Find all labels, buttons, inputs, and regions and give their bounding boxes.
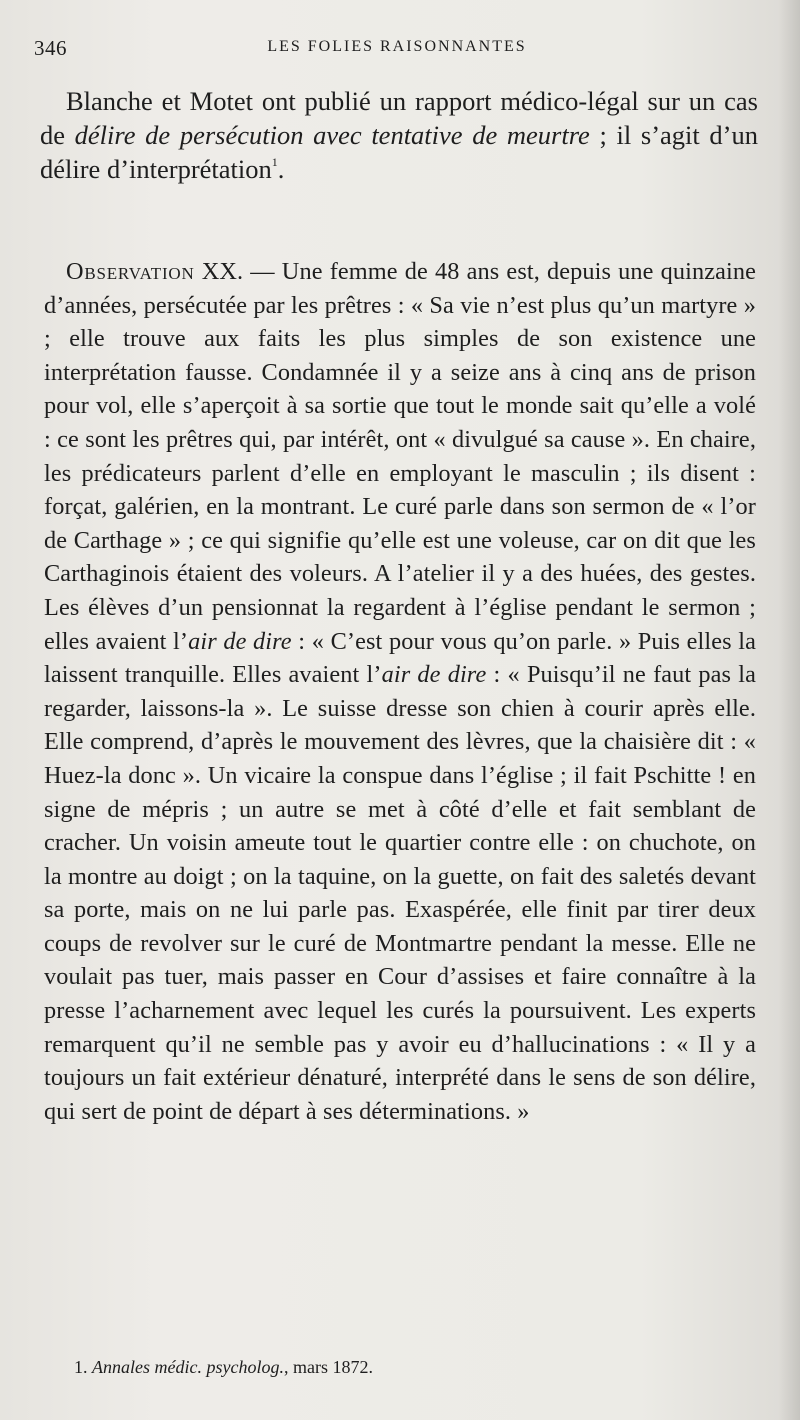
observation-text-3: : « Puisqu’il ne faut pas la regarder, laissons-la ». Le suisse dresse son chien à courir après elle. Elle comprend, d’après le mouvement des lèvres, que la chaisière dit : « Huez-la donc ». Un vicaire la conspue dans l’église ; il fait Pschitte ! en signe de mépris ; un autre se met à côté d’elle et fait semblant de cracher. Un voisin ameute tout le quartier contre elle : on chuchote, on la montre au doigt ; on la taquine, on la guette, on fait des saletés devant sa porte, mais on ne lui parle pas. Exaspérée, elle finit par tirer deux coups de revolver sur le curé de Montmartre pendant la messe. Elle ne voulait pas tuer, mais passer en Cour d’assises et faire connaître à la presse l’acharnement avec lequel les curés la poursuivent. Les experts remarquent qu’il ne semble pas y avoir eu d’hallucinations : « Il y a toujours un fait extérieur dénaturé, interprété dans le sens de son délire, qui sert de point de départ à ses déterminations. » — [44, 661, 756, 1125]
observation-paragraph — [44, 255, 756, 1128]
intro-text-end: . — [277, 154, 285, 184]
footnote-source: Annales médic. psycholog. — [92, 1357, 284, 1377]
page-edge-shadow — [778, 0, 800, 1420]
intro-italic-text: délire de persécution avec tentative de meurtre — [74, 120, 590, 150]
footnote-number: 1. — [74, 1357, 92, 1377]
page-header — [34, 36, 760, 62]
observation-text-1: — Une femme de 48 ans est, depuis une quinzaine d’années, persécutée par les prêtres : « Sa vie n’est plus qu’un martyre » ; elle trouve aux faits les plus simples de son existence une interprétation fausse. Condamnée il y a seize ans à cinq ans de prison pour vol, elle s’aperçoit à sa sortie que tout le monde sait qu’elle a volé : ce sont les prêtres qui, par intérêt, ont « divulgué sa cause ». En chaire, les prédicateurs parlent d’elle en employant le masculin ; ils disent : forçat, galérien, en la montrant. Le curé parle dans son sermon de « l’or de Carthage » ; ce qui signifie qu’elle est une voleuse, car on dit que les Carthaginois étaient des voleurs. A l’atelier il y a des huées, des gestes. Les élèves d’un pensionnat la regardent à l’église pendant le sermon ; elles avaient l’ — [44, 258, 756, 655]
observation-italic-2: air de dire — [381, 661, 487, 689]
footnote-date: , mars 1872. — [283, 1357, 373, 1377]
observation-text-2: : « C’est pour vous qu’on parle. » Puis elles la laissent tranquille. Elles avaient l’ — [44, 627, 756, 689]
running-head: LES FOLIES RAISONNANTES — [267, 38, 527, 55]
observation-number: XX. — [194, 258, 244, 285]
intro-text-2: ; il s’agit d’un délire d’interprétation — [40, 120, 758, 184]
observation-label: Observation — [66, 258, 195, 285]
intro-text: Blanche et Motet ont publié un rapport médico-légal sur un cas de — [40, 86, 758, 150]
intro-paragraph — [40, 84, 758, 186]
footnote — [74, 1356, 674, 1378]
footnote-reference[interactable]: 1 — [271, 155, 278, 169]
observation-italic-1: air de dire — [188, 627, 292, 655]
page-number: 346 — [34, 36, 67, 60]
